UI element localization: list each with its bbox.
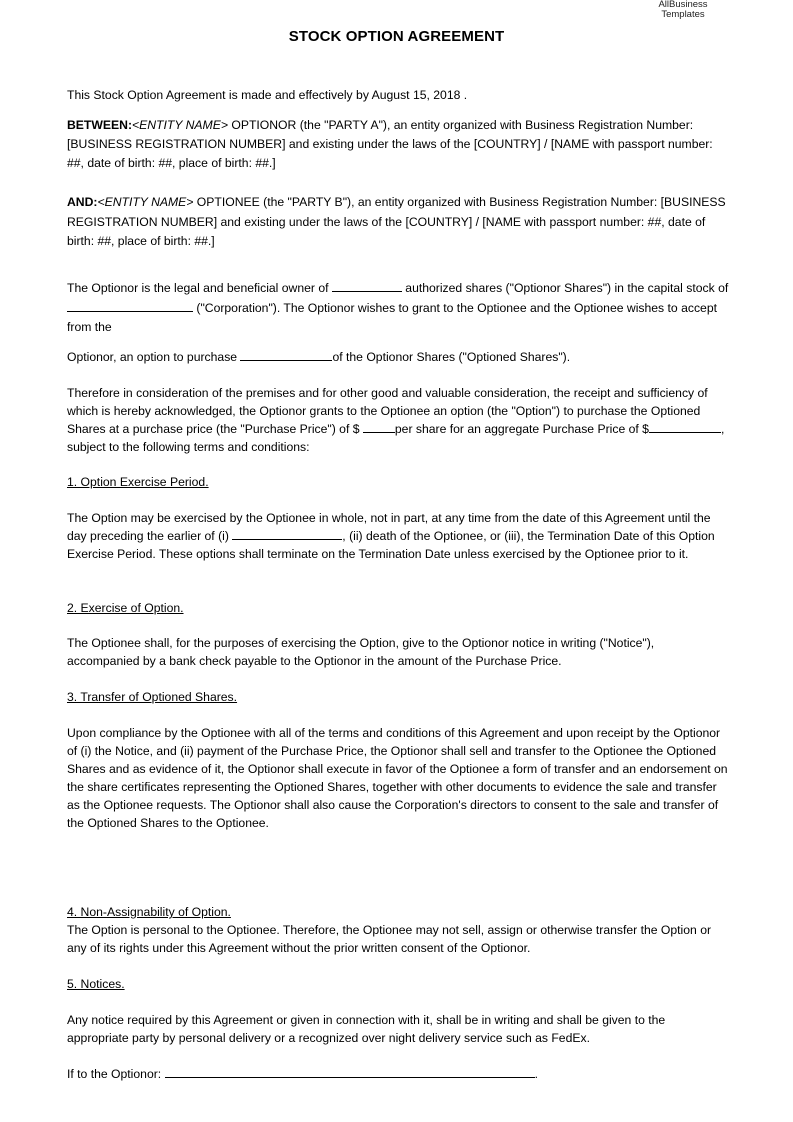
corporation-blank[interactable] — [67, 299, 193, 312]
section-4-heading: 4. Non-Assignability of Option. — [67, 905, 231, 919]
owner-text-a: The Optionor is the legal and beneficial owner of — [67, 281, 332, 295]
optionor-address-line — [67, 1065, 729, 1083]
optionor-label: If to the Optionor: — [67, 1067, 162, 1081]
aggregate-price-blank[interactable] — [649, 420, 721, 433]
between-entity: <ENTITY NAME> — [132, 118, 228, 132]
consideration-text-c: , subject to the following terms and conditions: — [67, 422, 725, 454]
brand-line-1: AllBusiness — [658, 0, 708, 10]
section-4-body: The Option is personal to the Optionee. Therefore, the Optionee may not sell, assign or otherwise transfer the Option or any of its rights under this Agreement without the prior written consent of the Optionor. — [67, 923, 712, 955]
optionor-address-blank[interactable] — [165, 1065, 535, 1078]
section-1-text-a: The Option may be exercised by the Optionee in whole, not in part, at any time from the date of this Agreement until the day preceding the earlier of (i) — [67, 511, 711, 543]
option-text-b: of the Optionor Shares ("Optioned Shares"). — [332, 350, 571, 364]
and-paragraph — [67, 193, 729, 252]
owner-text-c: ("Corporation"). The Optionor wishes to grant to the Optionee and the Optionee wishes to accept from the — [67, 300, 717, 334]
optioned-shares-blank[interactable] — [240, 348, 332, 361]
brand-line-2: Templates — [661, 9, 705, 20]
option-purchase-paragraph — [67, 348, 729, 366]
option-text-a: Optionor, an option to purchase — [67, 350, 241, 364]
price-per-share-blank[interactable] — [363, 420, 395, 433]
optionor-end: . — [534, 1067, 538, 1081]
brand-logo-text — [653, 0, 713, 20]
section-5-heading: 5. Notices. — [67, 977, 125, 991]
earlier-date-blank[interactable] — [232, 527, 342, 540]
shares-blank[interactable] — [332, 279, 402, 292]
consideration-text-a: Therefore in consideration of the premises and for other good and valuable consideration, the receipt and sufficiency of which is hereby acknowledged, the Optionor grants to the Optionee an option (the "Option") to purchase the Optioned Shares at a purchase price (the "Purchase Price") of $ — [67, 386, 708, 436]
section-1-body — [67, 509, 729, 563]
section-2-heading: 2. Exercise of Option. — [67, 601, 184, 615]
and-label: AND: — [67, 195, 98, 209]
between-paragraph — [67, 116, 729, 173]
and-entity: <ENTITY NAME> — [97, 195, 194, 209]
consideration-paragraph — [67, 384, 729, 456]
and-text: OPTIONEE (the "PARTY B"), an entity organized with Business Registration Number: [BUSINESS REGISTRATION NUMBER] and existing under the laws of the [COUNTRY] / [NAME with passport number: ##, date of birth: ##, place of birth: ##.] — [67, 195, 726, 248]
between-text: OPTIONOR (the "PARTY A"), an entity organized with Business Registration Number: [BUSINESS REGISTRATION NUMBER] and existing under the laws of the [COUNTRY] / [NAME with passport number: ##, date of birth: ##, place of birth: ##.] — [67, 118, 713, 170]
intro-paragraph: This Stock Option Agreement is made and effectively by August 15, 2018 . — [67, 88, 468, 102]
between-label: BETWEEN: — [67, 118, 132, 132]
owner-paragraph — [67, 279, 729, 338]
section-5-body: Any notice required by this Agreement or given in connection with it, shall be in writing and shall be given to the appropriate party by personal delivery or a recognized over night delivery service such as FedEx. — [67, 1013, 666, 1045]
document-title: STOCK OPTION AGREEMENT — [288, 28, 505, 45]
section-1-heading: 1. Option Exercise Period. — [67, 475, 209, 489]
section-3-heading: 3. Transfer of Optioned Shares. — [67, 690, 238, 704]
section-1-text-b: , (ii) death of the Optionee, or (iii), the Termination Date of this Option Exercise Period. These options shall terminate on the Termination Date unless exercised by the Optionee prior to it. — [67, 529, 715, 561]
owner-text-b: authorized shares ("Optionor Shares") in the capital stock of — [401, 281, 729, 295]
consideration-text-b: per share for an aggregate Purchase Price of $ — [394, 422, 649, 436]
section-2-body: The Optionee shall, for the purposes of exercising the Option, give to the Optionor notice in writing ("Notice"), accompanied by a bank check payable to the Optionor in the amount of the Purchase Price. — [67, 636, 655, 668]
section-3-body: Upon compliance by the Optionee with all of the terms and conditions of this Agreement and upon receipt by the Optionor of (i) the Notice, and (ii) payment of the Purchase Price, the Optionor shall sell and transfer to the Optionee the Optioned Shares and as evidence of it, the Optionor shall execute in favor of the Optionee a form of transfer and an endorsement on the share certificates representing the Optioned Shares, together with other documents to evidence the sale and transfer as the Optionee requests. The Optionor shall also cause the Corporation's directors to consent to the sale and transfer of the Optioned Shares to the Optionee. — [67, 726, 728, 830]
